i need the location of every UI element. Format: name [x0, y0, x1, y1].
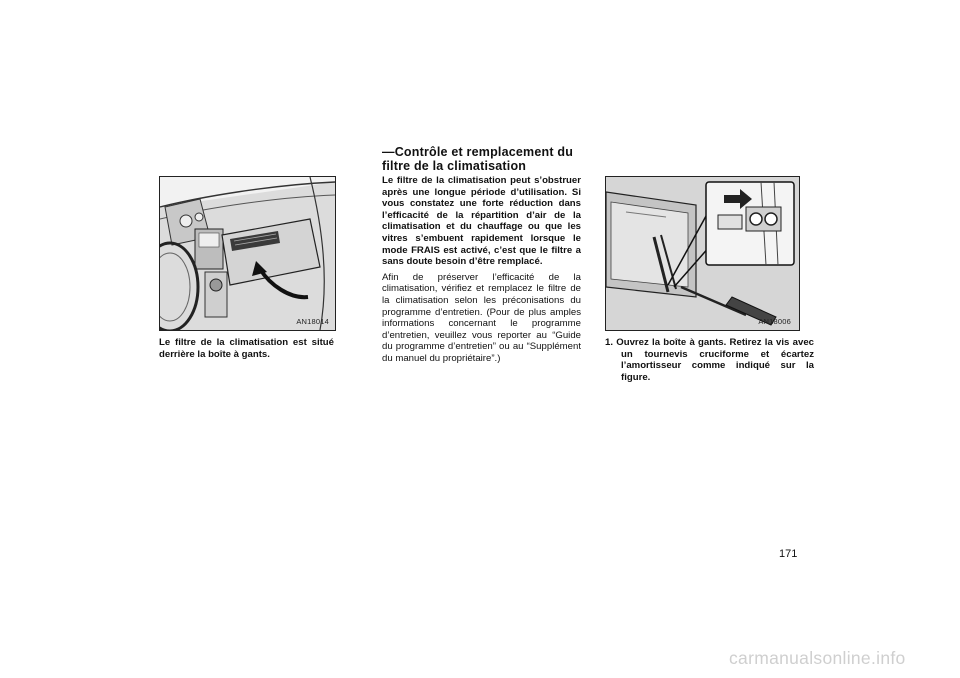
page-number: 171 [779, 548, 798, 560]
glovebox-location-figure [159, 176, 336, 331]
section-title-line-1: —Contrôle et remplacement du [382, 145, 574, 159]
figure-code: AN18014 [296, 317, 329, 326]
intro-paragraph: Le filtre de la climatisation peut s’obstruer après une longue période d’utilisation. Si vous constatez une forte réduction dans l’efficacité de la répartition d’air de la climatisation et du chauffage ou que les vitres s’embuent rapidement lorsque le mode FRAIS est activé, c’est que le filtre a sans doute besoin d’être remplacé. [382, 175, 581, 268]
maintenance-paragraph: Afin de préserver l’efficacité de la climatisation, vérifiez et remplacez le filtre de la climatisation selon les préconisations du programme d’entretien. (Pour de plus amples informations concernant le programme d’entretien, veuillez vous reporter au “Guide du programme d’entretien” ou au “Supplément du manuel du propriétaire”.) [382, 271, 581, 364]
site-watermark: carmanualsonline.info [729, 648, 906, 668]
damper-removal-figure [605, 176, 800, 331]
section-title-line-2: filtre de la climatisation [382, 159, 527, 173]
step-1: 1. Ouvrez la boîte à gants. Retirez la vis avec un tournevis cruciforme et écartez l’amortisseur comme indiqué sur la figure. [605, 337, 814, 383]
dashboard-illustration [160, 177, 335, 330]
left-figure-caption: Le filtre de la climatisation est situé derrière la boîte à gants. [159, 337, 334, 360]
section-body [382, 175, 581, 365]
section-title [382, 145, 592, 173]
screwdriver-illustration [606, 177, 799, 330]
figure-code: AN18006 [758, 317, 791, 326]
